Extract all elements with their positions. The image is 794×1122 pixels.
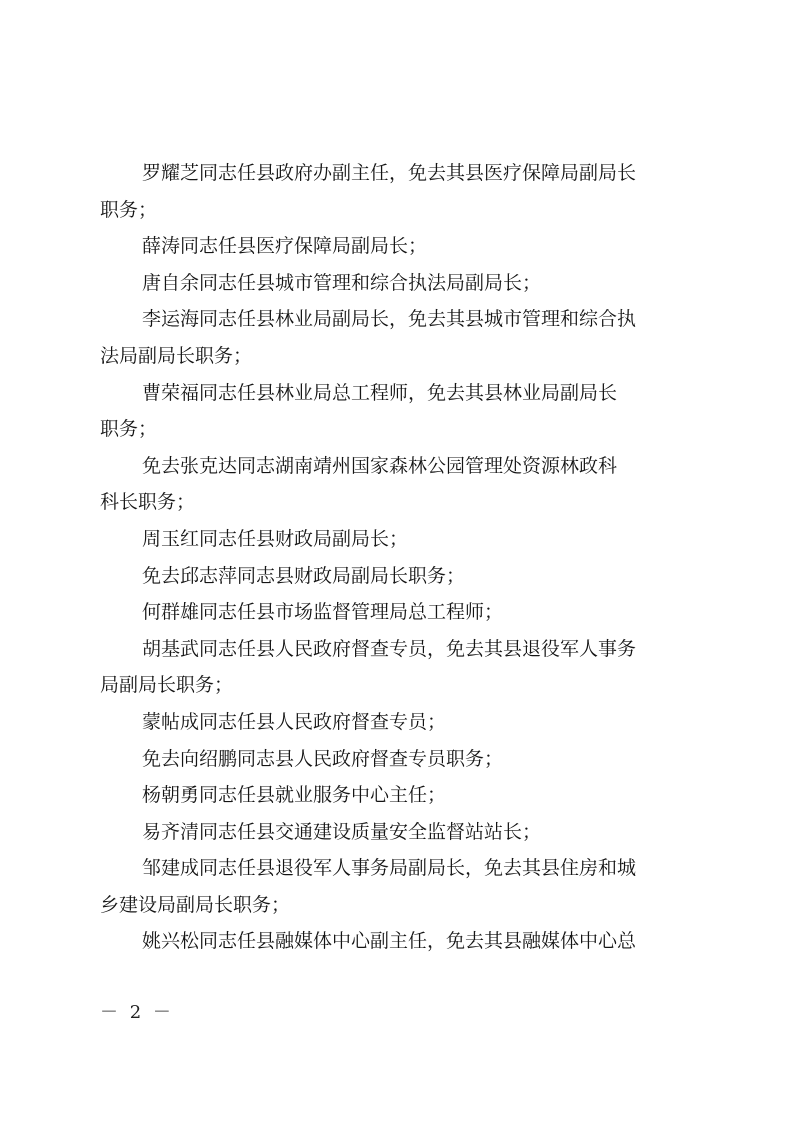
paragraph-first-line: 免去邱志萍同志县财政局副局长职务； bbox=[142, 564, 466, 587]
appointment-paragraph bbox=[100, 558, 680, 595]
paragraph-first-line: 姚兴松同志任县融媒体中心副主任，免去其县融媒体中心总 bbox=[142, 930, 637, 953]
paragraph-continuation-line: 职务； bbox=[100, 198, 158, 221]
paragraph-first-line: 唐自余同志任县城市管理和综合执法局副局长； bbox=[142, 271, 542, 294]
appointment-paragraph bbox=[100, 265, 680, 302]
page-number: － 2 － bbox=[100, 1002, 174, 1023]
paragraph-first-line: 杨朝勇同志任县就业服务中心主任； bbox=[142, 784, 447, 807]
appointment-paragraph bbox=[100, 850, 680, 923]
paragraph-continuation-line: 乡建设局副局长职务； bbox=[100, 893, 291, 916]
appointment-paragraph bbox=[100, 594, 680, 631]
appointment-paragraph bbox=[100, 521, 680, 558]
paragraph-first-line: 薛涛同志任县医疗保障局副局长； bbox=[142, 235, 428, 258]
paragraph-first-line: 何群雄同志任县市场监督管理局总工程师； bbox=[142, 601, 504, 624]
appointment-paragraph bbox=[100, 814, 680, 851]
paragraph-continuation-line: 科长职务； bbox=[100, 491, 196, 514]
appointment-paragraph bbox=[100, 228, 680, 265]
paragraph-first-line: 免去张克达同志湖南靖州国家森林公园管理处资源林政科 bbox=[142, 454, 618, 477]
paragraph-first-line: 免去向绍鹏同志县人民政府督查专员职务； bbox=[142, 747, 504, 770]
paragraph-first-line: 易齐清同志任县交通建设质量安全监督站站长； bbox=[142, 820, 542, 843]
appointment-paragraph bbox=[100, 155, 680, 228]
paragraph-first-line: 蒙帖成同志任县人民政府督查专员； bbox=[142, 710, 447, 733]
document-body bbox=[100, 155, 680, 960]
paragraph-first-line: 李运海同志任县林业局副局长，免去其县城市管理和综合执 bbox=[142, 308, 637, 331]
appointment-paragraph bbox=[100, 631, 680, 704]
appointment-paragraph bbox=[100, 375, 680, 448]
paragraph-first-line: 邹建成同志任县退役军人事务局副局长，免去其县住房和城 bbox=[142, 857, 637, 880]
appointment-paragraph bbox=[100, 301, 680, 374]
appointment-paragraph bbox=[100, 741, 680, 778]
paragraph-continuation-line: 职务； bbox=[100, 418, 158, 441]
paragraph-first-line: 周玉红同志任县财政局副局长； bbox=[142, 527, 409, 550]
paragraph-first-line: 曹荣福同志任县林业局总工程师，免去其县林业局副局长 bbox=[142, 381, 618, 404]
paragraph-continuation-line: 法局副局长职务； bbox=[100, 344, 253, 367]
paragraph-continuation-line: 局副局长职务； bbox=[100, 674, 234, 697]
paragraph-first-line: 罗耀芝同志任县政府办副主任，免去其县医疗保障局副局长 bbox=[142, 162, 637, 184]
appointment-paragraph bbox=[100, 704, 680, 741]
paragraph-first-line: 胡基武同志任县人民政府督查专员，免去其县退役军人事务 bbox=[142, 637, 637, 660]
appointment-paragraph bbox=[100, 448, 680, 521]
appointment-paragraph bbox=[100, 923, 680, 960]
appointment-paragraph bbox=[100, 777, 680, 814]
